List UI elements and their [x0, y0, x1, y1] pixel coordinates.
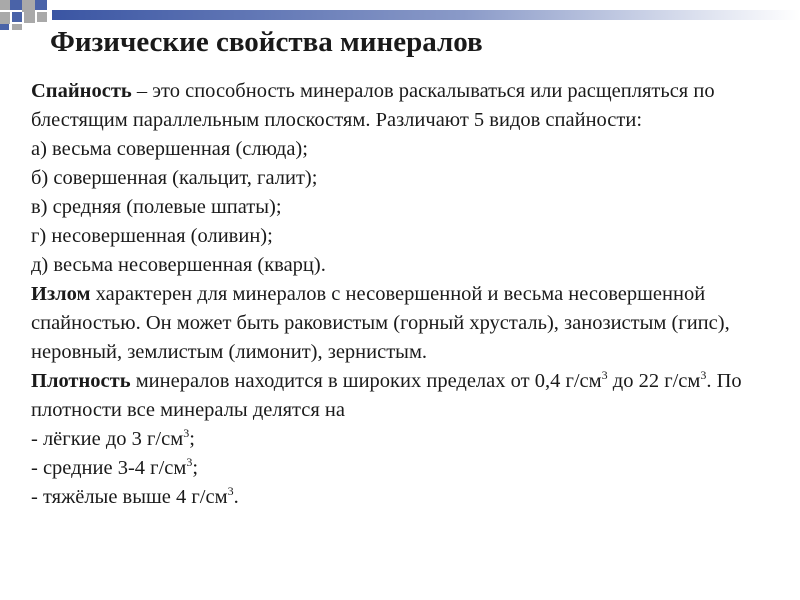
cleavage-type-item: в) средняя (полевые шпаты); — [31, 196, 282, 218]
density-text: до 22 г/см — [607, 370, 701, 392]
decor-square — [35, 0, 47, 10]
density-class-item — [31, 425, 791, 454]
density-class-suffix: . — [233, 486, 239, 508]
slide-body — [31, 77, 791, 512]
decor-square — [12, 24, 22, 30]
superscript: 3 — [601, 368, 608, 382]
decor-square — [37, 12, 47, 22]
density-class-text: - тяжёлые выше 4 г/см — [31, 486, 228, 508]
superscript: 3 — [186, 455, 193, 469]
superscript: 3 — [183, 426, 190, 440]
cleavage-paragraph — [31, 77, 791, 135]
density-text: минералов находится в широких пределах от 0,4 г/см — [130, 370, 602, 392]
title-accent-bar — [52, 10, 800, 20]
cleavage-type-item: д) весьма несовершенная (кварц). — [31, 254, 326, 276]
density-paragraph — [31, 367, 791, 425]
decor-square — [0, 12, 10, 24]
density-class-text: - лёгкие до 3 г/см — [31, 428, 184, 450]
cleavage-type-item: а) весьма совершенная (слюда); — [31, 138, 308, 160]
fracture-paragraph — [31, 280, 791, 367]
superscript: 3 — [227, 484, 234, 498]
density-class-suffix: ; — [192, 457, 199, 479]
decor-square — [10, 0, 22, 10]
cleavage-term: Спайность — [31, 80, 132, 102]
decor-square — [0, 0, 10, 10]
cleavage-type-item: г) несовершенная (оливин); — [31, 225, 273, 247]
decor-square — [24, 12, 35, 23]
density-class-suffix: ; — [189, 428, 195, 450]
density-text: . По плотности все минералы делятся на — [31, 370, 742, 421]
density-class-text: - средние 3-4 г/см — [31, 457, 187, 479]
fracture-text: характерен для минералов с несовершенной и весьма несовершенной спайностью. Он может быть раковистым (горный хрусталь), занозистым (гипс), неровный, землистым (лимонит), зернистым. — [31, 283, 730, 363]
density-term: Плотность — [31, 370, 131, 392]
slide-title: Физические свойства минералов — [50, 26, 483, 58]
superscript: 3 — [700, 368, 707, 382]
density-class-item — [31, 454, 791, 483]
decor-square — [22, 0, 35, 12]
decor-square — [0, 24, 9, 30]
cleavage-type-item: б) совершенная (кальцит, галит); — [31, 167, 318, 189]
cleavage-definition: – это способность минералов раскалываться или расщепляться по блестящим параллельным плоскостям. Различают 5 видов спайности: — [31, 80, 715, 131]
density-class-item — [31, 483, 791, 512]
decor-square — [12, 12, 22, 22]
fracture-term: Излом — [31, 283, 91, 305]
